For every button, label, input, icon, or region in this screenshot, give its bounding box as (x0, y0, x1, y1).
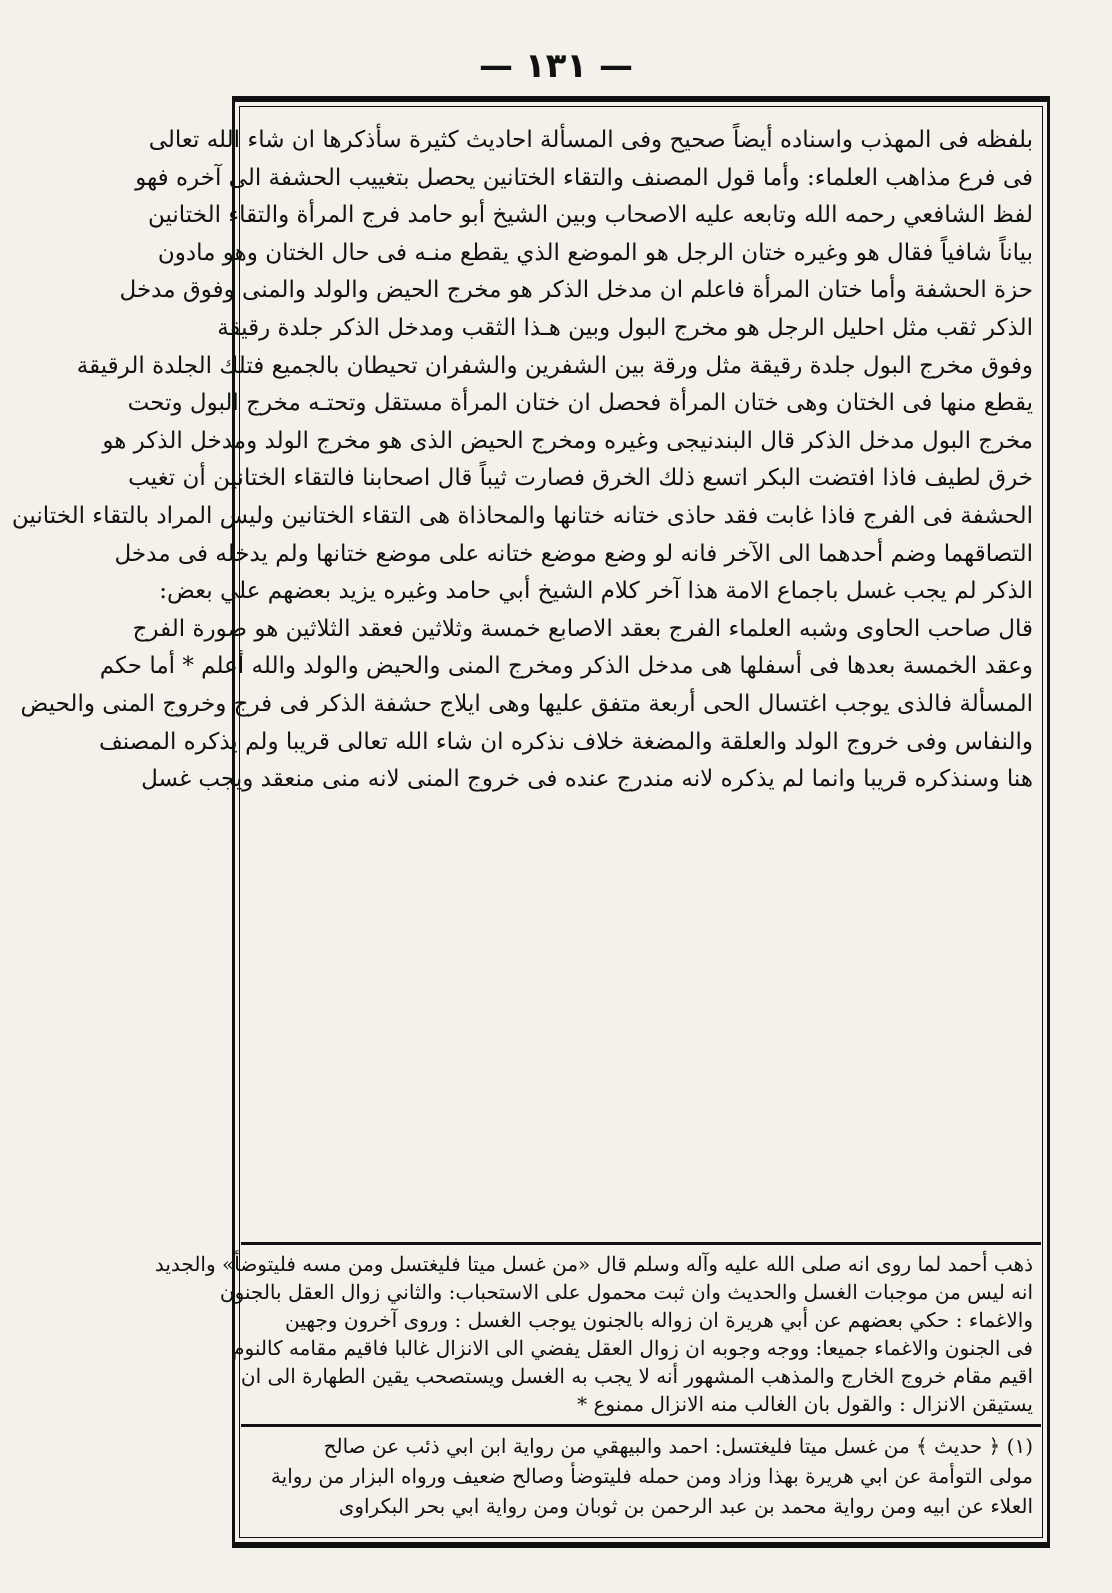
page-frame (11, 96, 1050, 1548)
text-line: الذكر ثقب مثل احليل الرجل هو مخرج البول وبين هـذا الثقب ومدخل الذكر جلدة رقيقة (217, 314, 1033, 341)
text-line: يستيقن الانزال : والقول بان الغالب منه الانزال ممنوع * (577, 1392, 1033, 1416)
text-line: ذهب أحمد لما روى انه صلى الله عليه وآله وسلم قال «من غسل ميتا فليغتسل ومن مسه فليتوضأ» والجديد (154, 1252, 1033, 1276)
text-line: الحشفة فى الفرج فاذا غابت فقد حاذى ختانه ختانها والمحاذاة هى التقاء الختانين وليس المراد بالتقاء الختانين (11, 502, 1033, 529)
text-line: قال صاحب الحاوى وشبه العلماء الفرج بعقد الاصابع خمسة وثلاثين فعقد الثلاثين هو صورة الفرج (132, 615, 1033, 642)
section-divider (241, 1424, 1041, 1427)
text-line: وفوق مخرج البول جلدة رقيقة مثل ورقة بين الشفرين والشفران تحيطان بالجميع فتلك الجلدة الرقيقة (76, 352, 1033, 379)
text-line: (١) ﴿ حديث ﴾ من غسل ميتا فليغتسل: احمد والبيهقي من رواية ابن ابي ذئب عن صالح (323, 1434, 1033, 1458)
main-text (11, 122, 1033, 1234)
text-line: حزة الحشفة وأما ختان المرأة فاعلم ان مدخل الذكر هو مخرج الحيض والولد والمنى وفوق مدخل (119, 277, 1033, 304)
text-line: التصاقهما وضم أحدهما الى الآخر فانه لو وضع موضع ختانه على موضع ختانها ولم يدخله فى مدخل (114, 540, 1033, 567)
commentary-text (154, 1250, 1033, 1420)
section-divider (241, 1242, 1041, 1245)
text-line: مولى التوأمة عن ابي هريرة بهذا وزاد ومن حمله فليتوضأ وصالح ضعيف ورواه البزار من رواية (270, 1464, 1033, 1488)
text-line: العلاء عن ابيه ومن رواية محمد بن عبد الرحمن بن ثوبان ومن رواية ابي بحر البكراوى (338, 1494, 1033, 1518)
text-line: والنفاس وفى خروج الولد والعلقة والمضغة خلاف نذكره ان شاء الله تعالى قريبا ولم يذكره المصنف (98, 728, 1033, 755)
text-line: يقطع منها فى الختان وهى ختان المرأة فحصل ان ختان المرأة مستقل وتحتـه مخرج البول وتحت (127, 390, 1033, 417)
text-line: هنا وسنذكره قريبا وانما لم يذكره لانه مندرج عنده فى خروج المنى لانه منى منعقد ويجب غسل (141, 766, 1033, 793)
page-number: — ١٣١ — (479, 46, 633, 86)
text-line: المسألة فالذى يوجب اغتسال الحى أربعة متفق عليها وهى ايلاج حشفة الذكر فى فرج وخروج المنى والحيض (20, 690, 1033, 717)
footnote-text (249, 1432, 1033, 1552)
text-line: بياناً شافياً فقال هو وغيره ختان الرجل هو الموضع الذي يقطع منـه فى حال الختان وهو مادون (157, 239, 1033, 266)
text-line: فى الجنون والاغماء جميعا: ووجه وجوبه ان زوال العقل يفضي الى الانزال غالبا فاقيم مقامه كالنوم (232, 1336, 1033, 1360)
text-line: والاغماء : حكي بعضهم عن أبي هريرة ان زواله بالجنون يوجب الغسل : وروى آخرون وجهين (284, 1308, 1033, 1332)
text-line: خرق لطيف فاذا افتضت البكر اتسع ذلك الخرق فصارت ثيباً قال اصحابنا فالتقاء الختانين أن تغيب (128, 465, 1033, 492)
text-line: لفظ الشافعي رحمه الله وتابعه عليه الاصحاب وبين الشيخ أبو حامد فرج المرأة والتقاء الختانين (147, 202, 1033, 229)
text-line: اقيم مقام خروج الخارج والمذهب المشهور أنه لا يجب به الغسل ويستصحب يقين الطهارة الى ان (240, 1364, 1033, 1388)
text-line: انه ليس من موجبات الغسل والحديث وان ثبت محمول على الاستحباب: والثاني زوال العقل بالجنون (219, 1280, 1033, 1304)
text-line: الذكر لم يجب غسل باجماع الامة هذا آخر كلام الشيخ أبي حامد وغيره يزيد بعضهم علي بعض: (159, 578, 1033, 605)
text-line: فى فرع مذاهب العلماء: وأما قول المصنف والتقاء الختانين يحصل بتغييب الحشفة الى آخره فهو (135, 164, 1033, 191)
text-line: بلفظه فى المهذب واسناده أيضاً صحيح وفى المسألة احاديث كثيرة سأذكرها ان شاء الله تعالى (148, 127, 1033, 153)
text-line: مخرج البول مدخل الذكر قال البندنيجى وغيره ومخرج الحيض الذى هو مخرج الولد ومدخل الذكر هو (102, 427, 1033, 454)
text-line: وعقد الخمسة بعدها فى أسفلها هى مدخل الذكر ومخرج المنى والحيض والولد والله أعلم * أما حكم (99, 653, 1033, 680)
